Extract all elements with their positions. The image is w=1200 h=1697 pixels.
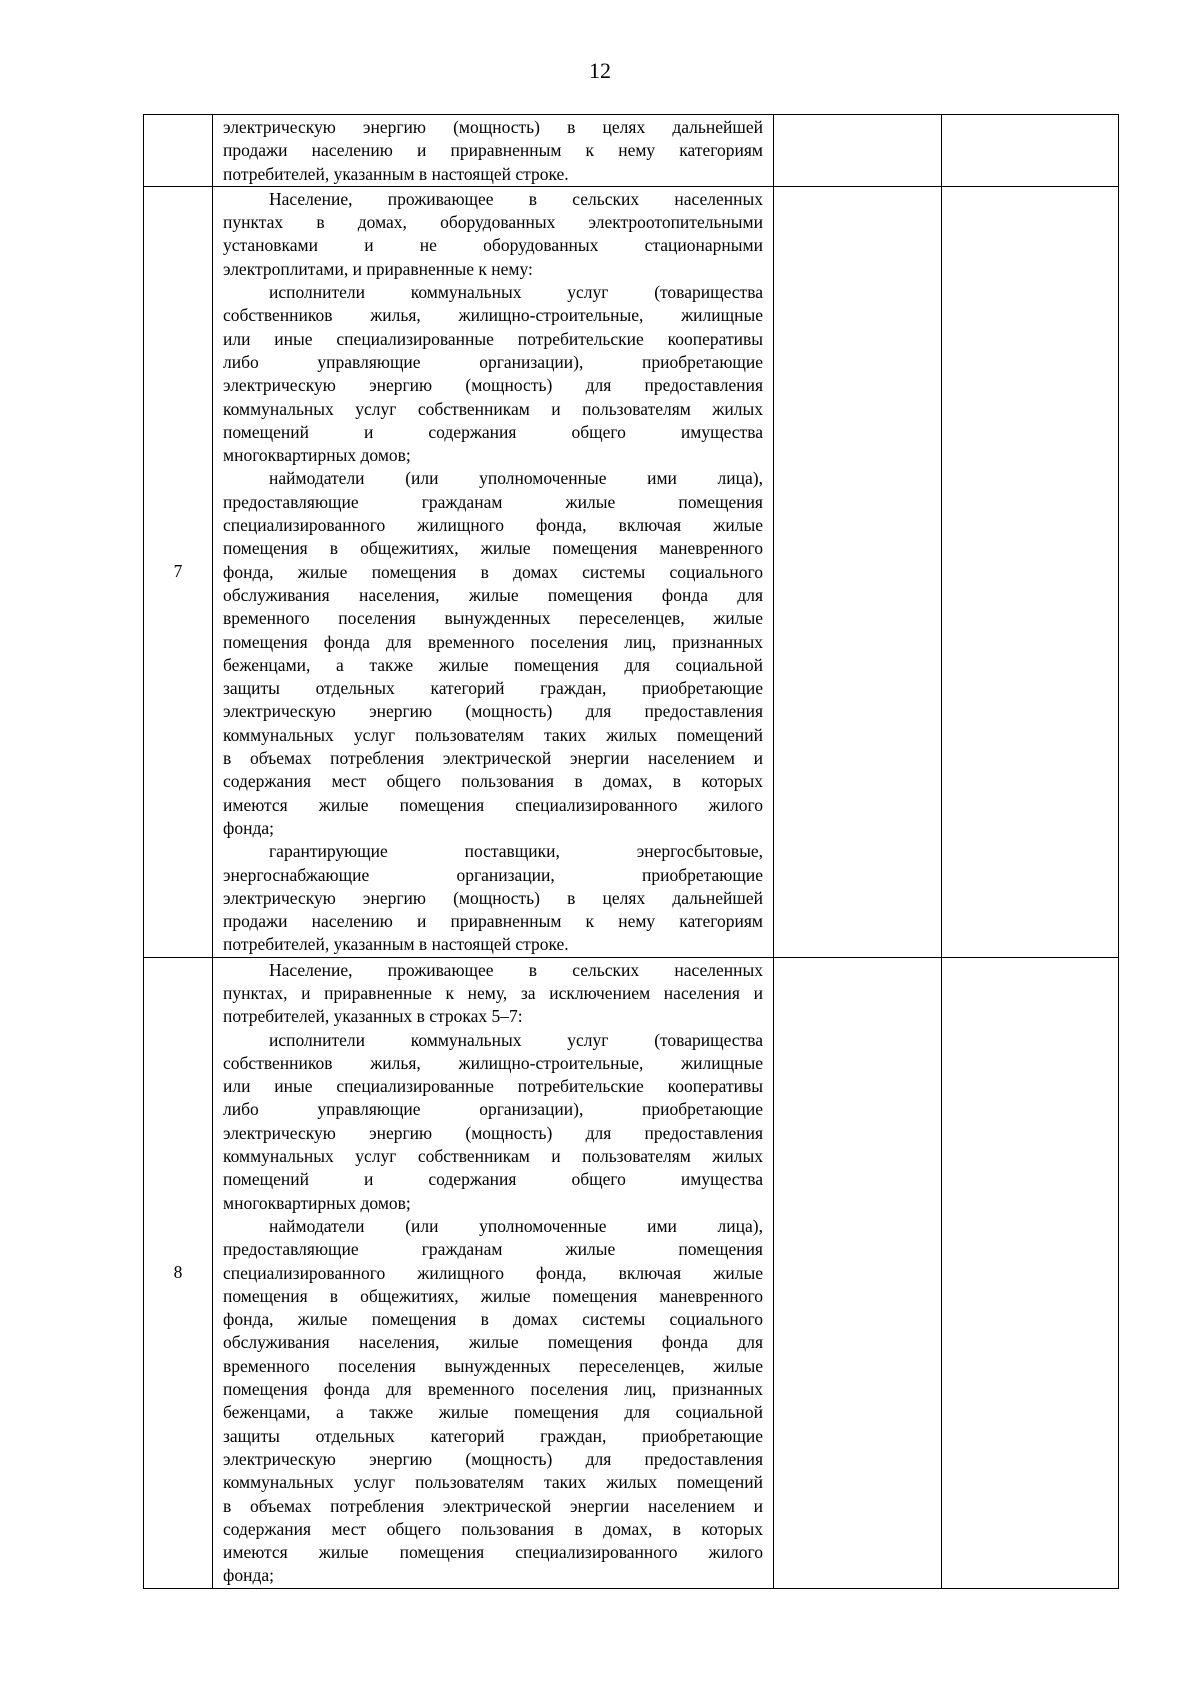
row-empty-cell <box>942 115 1119 187</box>
row-empty-cell <box>942 186 1119 957</box>
text-line: потребителей, указанных в строках 5–7: <box>223 1006 523 1027</box>
text-line: помещений и содержания общего имущества <box>223 1169 763 1190</box>
tariff-table <box>143 114 1119 1589</box>
text-line: либо управляющие организации), приобретающие <box>223 1099 763 1120</box>
text-line: имеются жилые помещения специализированного жилого <box>223 794 763 815</box>
text-line: предоставляющие гражданам жилые помещения <box>223 1239 763 1260</box>
row-empty-cell <box>774 115 942 187</box>
text-line: имеются жилые помещения специализированного жилого <box>223 1542 763 1563</box>
text-line: беженцами, а также жилые помещения для социальной <box>223 1402 763 1423</box>
row-empty-cell <box>942 957 1119 1588</box>
text-line: многоквартирных домов; <box>223 1192 411 1213</box>
text-line: коммунальных услуг собственникам и пользователям жилых <box>223 1146 763 1167</box>
text-line: коммунальных услуг пользователям таких жилых помещений <box>223 724 763 745</box>
text-line: защиты отдельных категорий граждан, приобретающие <box>223 1425 763 1446</box>
text-line: или иные специализированные потребительские кооперативы <box>223 328 763 349</box>
text-line: исполнители коммунальных услуг (товарищества <box>269 282 763 303</box>
text-line: фонда, жилые помещения в домах системы социального <box>223 561 763 582</box>
text-line: электрическую энергию (мощность) в целях дальнейшей <box>223 887 763 908</box>
text-line: электрическую энергию (мощность) для предоставления <box>223 1122 763 1143</box>
text-line: защиты отдельных категорий граждан, приобретающие <box>223 678 763 699</box>
text-line: многоквартирных домов; <box>223 445 411 466</box>
text-line: помещения фонда для временного поселения лиц, признанных <box>223 631 763 652</box>
text-line: временного поселения вынужденных переселенцев, жилые <box>223 608 763 629</box>
text-line: гарантирующие поставщики, энергосбытовые, <box>269 841 763 862</box>
text-line: продажи населению и приравненным к нему категориям <box>223 911 763 932</box>
row-description-cell <box>213 957 774 1588</box>
tariff-table-body <box>144 115 1119 1589</box>
text-line: энергоснабжающие организации, приобретающие <box>223 864 763 885</box>
text-line: фонда; <box>223 1565 274 1586</box>
text-line: собственников жилья, жилищно-строительные, жилищные <box>223 1052 763 1073</box>
table-row <box>144 186 1119 957</box>
text-line: Население, проживающее в сельских населенных <box>269 959 763 980</box>
text-line: пунктах, и приравненные к нему, за исключением населения и <box>223 982 763 1003</box>
text-line: исполнители коммунальных услуг (товарищества <box>269 1029 763 1050</box>
text-line: Население, проживающее в сельских населенных <box>269 188 763 209</box>
page-number: 12 <box>589 58 611 83</box>
row-empty-cell <box>774 186 942 957</box>
text-line: в объемах потребления электрической энергии населением и <box>223 1495 763 1516</box>
text-line: беженцами, а также жилые помещения для социальной <box>223 654 763 675</box>
text-line: электрическую энергию (мощность) для предоставления <box>223 375 763 396</box>
text-line: электрическую энергию (мощность) в целях дальнейшей <box>223 117 763 137</box>
text-line: коммунальных услуг пользователям таких жилых помещений <box>223 1472 763 1493</box>
text-line: обслуживания населения, жилые помещения фонда для <box>223 584 763 605</box>
text-line: коммунальных услуг собственникам и пользователям жилых <box>223 398 763 419</box>
table-row <box>144 115 1119 187</box>
text-line: фонда; <box>223 817 274 838</box>
text-line: потребителей, указанным в настоящей строке. <box>223 163 569 184</box>
row-description-cell <box>213 115 774 187</box>
text-line: электроплитами, и приравненные к нему: <box>223 258 533 279</box>
text-line: электрическую энергию (мощность) для предоставления <box>223 701 763 722</box>
table-row <box>144 957 1119 1588</box>
text-line: специализированного жилищного фонда, включая жилые <box>223 1262 763 1283</box>
text-line: обслуживания населения, жилые помещения фонда для <box>223 1332 763 1353</box>
text-line: помещения в общежитиях, жилые помещения маневренного <box>223 1285 763 1306</box>
text-line: помещения фонда для временного поселения лиц, признанных <box>223 1379 763 1400</box>
text-line: содержания мест общего пользования в домах, в которых <box>223 1518 763 1539</box>
text-line: собственников жилья, жилищно-строительные, жилищные <box>223 305 763 326</box>
text-line: установками и не оборудованных стационарными <box>223 235 763 256</box>
row-empty-cell <box>774 957 942 1588</box>
text-line: или иные специализированные потребительские кооперативы <box>223 1076 763 1097</box>
text-line: предоставляющие гражданам жилые помещения <box>223 491 763 512</box>
text-line: потребителей, указанным в настоящей строке. <box>223 934 569 955</box>
text-line: временного поселения вынужденных переселенцев, жилые <box>223 1355 763 1376</box>
text-line: помещений и содержания общего имущества <box>223 421 763 442</box>
row-number-cell: 8 <box>144 957 213 1588</box>
row-number-cell <box>144 115 213 187</box>
row-number-cell: 7 <box>144 186 213 957</box>
text-line: наймодатели (или уполномоченные ими лица), <box>269 468 763 489</box>
text-line: либо управляющие организации), приобретающие <box>223 351 763 372</box>
row-description-cell <box>213 186 774 957</box>
text-line: наймодатели (или уполномоченные ими лица), <box>269 1215 763 1236</box>
text-line: электрическую энергию (мощность) для предоставления <box>223 1448 763 1469</box>
text-line: специализированного жилищного фонда, включая жилые <box>223 515 763 536</box>
text-line: продажи населению и приравненным к нему категориям <box>223 140 763 161</box>
text-line: фонда, жилые помещения в домах системы социального <box>223 1309 763 1330</box>
text-line: в объемах потребления электрической энергии населением и <box>223 748 763 769</box>
text-line: содержания мест общего пользования в домах, в которых <box>223 771 763 792</box>
text-line: помещения в общежитиях, жилые помещения маневренного <box>223 538 763 559</box>
text-line: пунктах в домах, оборудованных электроотопительными <box>223 212 763 233</box>
